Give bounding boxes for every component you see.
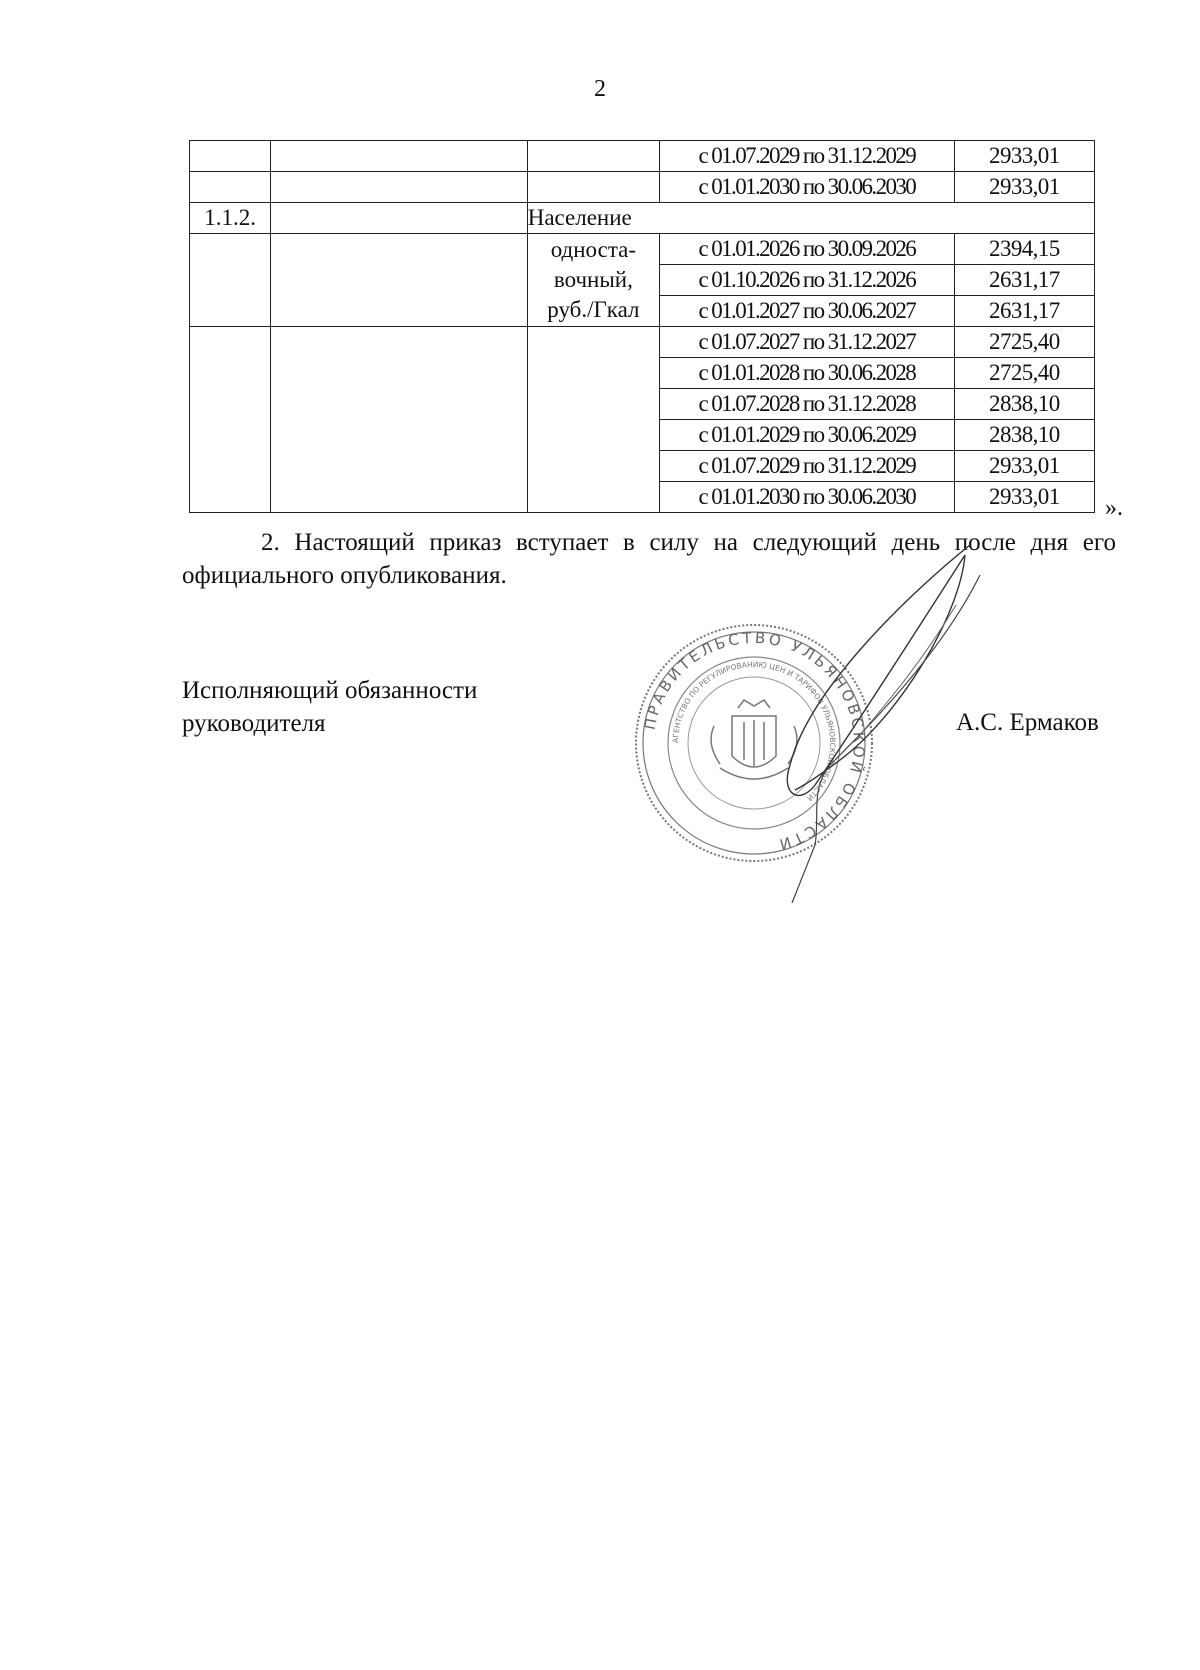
- empty-cell: [271, 172, 528, 203]
- section-title: Население: [527, 203, 1094, 234]
- signatory-title-line: Исполняющий обязанности: [182, 677, 478, 704]
- tariff-value-cell: 2933,01: [954, 172, 1094, 203]
- seal-outer-text: ПРАВИТЕЛЬСТВО УЛЬЯНОВСКОЙ ОБЛАСТИ: [640, 628, 869, 855]
- clause-line: 2. Настоящий приказ вступает в силу на следующий день после дня его: [261, 529, 1116, 556]
- tariff-type-line: вочный,: [553, 267, 633, 292]
- seal-inner-text: АГЕНТСТВО ПО РЕГУЛИРОВАНИЮ ЦЕН И ТАРИФОВ УЛЬЯНОВСКОЙ ОБЛАСТИ: [670, 659, 838, 803]
- tariff-value-cell: 2631,17: [954, 265, 1094, 296]
- tariff-type-line: руб./Гкал: [547, 297, 640, 322]
- empty-cell: [271, 141, 528, 172]
- tariff-value-cell: 2838,10: [954, 389, 1094, 420]
- page-number: 2: [594, 76, 606, 102]
- empty-cell: [271, 234, 528, 327]
- tariff-value-cell: 2933,01: [954, 141, 1094, 172]
- period-cell: с 01.07.2029 по 31.12.2029: [660, 451, 955, 482]
- tariff-value-cell: 2933,01: [954, 482, 1094, 513]
- period-cell: с 01.01.2030 по 30.06.2030: [660, 482, 955, 513]
- section-header-row: [190, 203, 1095, 234]
- tariff-table: [189, 140, 1095, 513]
- period-cell: с 01.01.2029 по 30.06.2029: [660, 420, 955, 451]
- period-cell: с 01.07.2027 по 31.12.2027: [660, 327, 955, 358]
- group-cell: [527, 172, 659, 203]
- tariff-value-cell: 2933,01: [954, 451, 1094, 482]
- tariff-value-cell: 2394,15: [954, 234, 1094, 265]
- group-cell: [527, 141, 659, 172]
- period-cell: с 01.01.2026 по 30.09.2026: [660, 234, 955, 265]
- tariff-value-cell: 2725,40: [954, 358, 1094, 389]
- clause-line: официального опубликования.: [182, 562, 507, 589]
- period-cell: с 01.10.2026 по 31.12.2026: [660, 265, 955, 296]
- closing-quote: ».: [1105, 495, 1123, 521]
- tariff-value-cell: 2631,17: [954, 296, 1094, 327]
- period-cell: с 01.01.2028 по 30.06.2028: [660, 358, 955, 389]
- group-cell: [527, 327, 659, 513]
- empty-cell: [271, 203, 528, 234]
- tariff-type-cell: [527, 234, 659, 327]
- tariff-type-line: односта-: [550, 237, 637, 262]
- period-cell: с 01.01.2027 по 30.06.2027: [660, 296, 955, 327]
- tariff-value-cell: 2725,40: [954, 327, 1094, 358]
- signatory-name: А.С. Ермаков: [956, 709, 1099, 736]
- table-row: [190, 141, 1095, 172]
- period-cell: с 01.07.2029 по 31.12.2029: [660, 141, 955, 172]
- tariff-value-cell: 2838,10: [954, 420, 1094, 451]
- table-row: [190, 234, 1095, 265]
- signatory-title-line: руководителя: [182, 710, 326, 737]
- table-row: [190, 172, 1095, 203]
- table-row: [190, 327, 1095, 358]
- period-cell: с 01.07.2028 по 31.12.2028: [660, 389, 955, 420]
- period-cell: с 01.01.2030 по 30.06.2030: [660, 172, 955, 203]
- row-number-cell: [190, 234, 271, 327]
- signatory-title: [182, 674, 477, 740]
- row-number-cell: [190, 141, 271, 172]
- section-number: 1.1.2.: [190, 203, 271, 234]
- row-number-cell: [190, 172, 271, 203]
- empty-cell: [271, 327, 528, 513]
- row-number-cell: [190, 327, 271, 513]
